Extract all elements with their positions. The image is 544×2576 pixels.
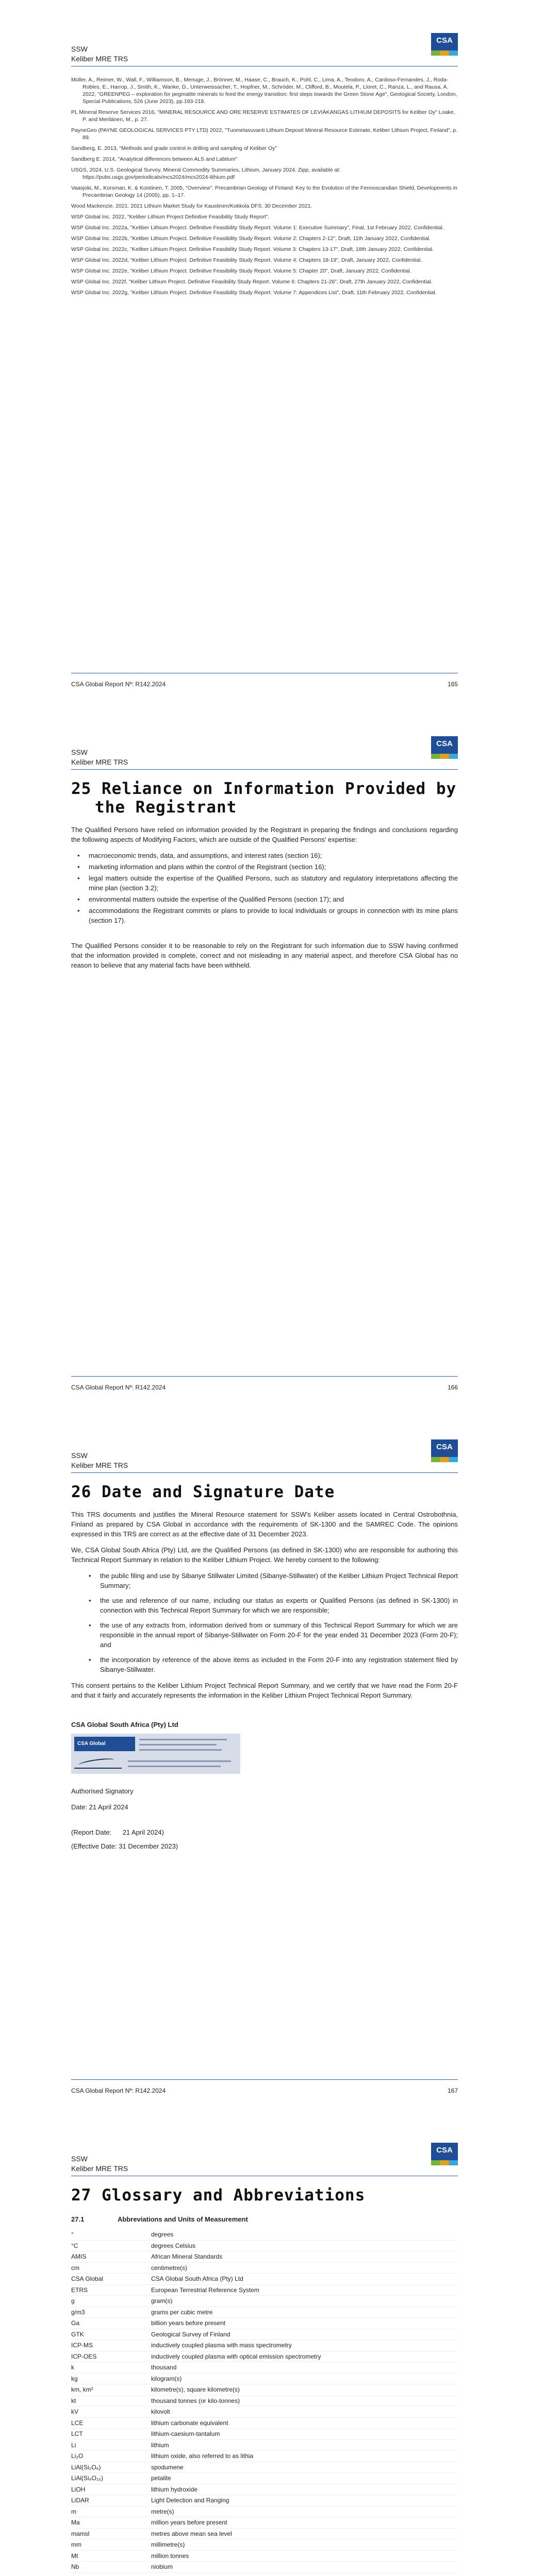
- abbreviation: Li: [71, 2441, 76, 2449]
- signatory-company: CSA Global South Africa (Pty) Ltd: [71, 1721, 178, 1728]
- table-row: [71, 2351, 458, 2363]
- definition: billion years before present: [151, 2319, 226, 2327]
- abbreviation: k: [71, 2364, 74, 2371]
- table-row: [71, 2329, 458, 2341]
- list-item: • the use of any extracts from, information derived from or summary of this Technical Report Summary for which we are responsible in the annual report of Sibanye-Stillwater on Form 20-F for the year ended 31 December 2023 (Form 20-F); and: [100, 1620, 458, 1650]
- list-item: • accommodations the Registrant commits or plans to provide to local individuals or groups in connection with its mine plans (section 17).: [89, 906, 458, 925]
- company-stamp: [71, 1734, 240, 1774]
- definition: lithium oxide, also referred to as lithia: [151, 2452, 254, 2460]
- table-row: [71, 2340, 458, 2351]
- reference-item: USGS, 2024. U.S. Geological Survey, Mineral Commodity Summaries, Lithium, January 2024. Zipp, available at: https://pubs.usgs.gov/periodicals/mcs2024/mcs2024-lithium.pdf: [71, 167, 341, 180]
- page-header: [71, 44, 128, 64]
- definition: centimetre(s): [151, 2264, 188, 2272]
- definition: millimetre(s): [151, 2541, 185, 2549]
- page-number: 167: [447, 2087, 458, 2094]
- table-row: [71, 2229, 458, 2241]
- table-row: [71, 2307, 458, 2318]
- table-row: [71, 2241, 458, 2252]
- abbreviation: LiOH: [71, 2485, 86, 2493]
- table-row: [71, 2396, 458, 2407]
- definition: gram(s): [151, 2297, 173, 2305]
- definition: niobium: [151, 2563, 173, 2571]
- abbreviation: ICP-OES: [71, 2352, 97, 2360]
- definition: lithium: [151, 2441, 169, 2449]
- table-row: [71, 2263, 458, 2274]
- definition: kilometre(s), square kilometre(s): [151, 2386, 240, 2394]
- definition: lithium-caesium-tantalum: [151, 2430, 220, 2438]
- reference-item: WSP Global Inc. 2022b, "Keliber Lithium Project. Definitive Feasibility Study Report. Volume 2: Chapters 2-12", Draft, 11th January 2022, Confidential.: [71, 235, 431, 242]
- header-project: Keliber MRE TRS: [71, 2164, 128, 2173]
- list-item: • marketing information and plans within the control of the Registrant (section 16);: [89, 862, 458, 872]
- abbreviation: kt: [71, 2397, 76, 2404]
- abbreviation: mamsl: [71, 2530, 90, 2537]
- reference-item: Vaasjoki, M., Korsman, K. & Koistinen, T. 2005, "Overview". Precambrian Geology of Finland: Key to the Evolution of the Fennoscandian Shield, Developments in Precambrian Geology 14 (2005), pp. 1–17.: [71, 185, 457, 198]
- page-header: [71, 2154, 128, 2174]
- table-row: [71, 2384, 458, 2396]
- header-project: Keliber MRE TRS: [71, 758, 128, 766]
- abbreviation: g/m3: [71, 2308, 85, 2316]
- reference-item: WSP Global Inc. 2022d, "Keliber Lithium Project. Definitive Feasibility Study Report. Volume 4: Chapters 18-19", Draft, January 2022, Confidential.: [71, 257, 422, 263]
- table-row: [71, 2495, 458, 2506]
- abbreviation: LiAl(Si₂O₆): [71, 2463, 101, 2471]
- glossary-subheading: 27.1 Abbreviations and Units of Measurement: [71, 2215, 248, 2223]
- report-date: (Report Date: 21 April 2024): [71, 1828, 164, 1836]
- reference-item: WSP Global Inc. 2022e, "Keliber Lithium Project. Definitive Feasibility Study Report. Volume 5: Chapter 20", Draft, January 2022, Confidential.: [71, 268, 411, 274]
- reference-item: PL Mineral Reserve Services 2016, "MINERAL RESOURCE AND ORE RESERVE ESTIMATES OF LEVIÄKANGAS LITHIUM DEPOSITS for Keliber Oy" Loake, P. and Merilänen, M., p. 27.: [71, 109, 455, 123]
- section-25-bullets: [71, 851, 458, 925]
- glossary-table: [71, 2229, 458, 2573]
- list-item: • the public filing and use by Sibanye Stillwater Limited (Sibanye-Stillwater) of the Keliber Lithium Project Technical Report Summary;: [100, 1571, 458, 1590]
- definition: lithium carbonate equivalent: [151, 2419, 228, 2427]
- abbreviation: LCT: [71, 2430, 83, 2438]
- page-168: [0, 2110, 544, 2576]
- csa-logo: CSA: [431, 736, 458, 759]
- header-company: SSW: [71, 1451, 88, 1460]
- abbreviation: LCE: [71, 2419, 84, 2427]
- definition: million years before present: [151, 2519, 227, 2527]
- section-25-intro: The Qualified Persons have relied on information provided by the Registrant in preparing the findings and conclusions regarding the following aspects of Modifying Factors, which are outside of the Qualified Persons' expertise:: [71, 826, 458, 843]
- definition: Geological Survey of Finland: [151, 2330, 230, 2338]
- header-project: Keliber MRE TRS: [71, 1461, 128, 1469]
- header-divider: [71, 769, 458, 770]
- effective-date: (Effective Date: 31 December 2023): [71, 1842, 178, 1850]
- abbreviation: kV: [71, 2408, 79, 2416]
- footer-divider: [71, 2079, 458, 2080]
- definition: thousand tonnes (or kilo-tonnes): [151, 2397, 240, 2404]
- abbreviation: AMIS: [71, 2253, 87, 2261]
- abbreviation: g: [71, 2297, 75, 2305]
- table-row: [71, 2562, 458, 2573]
- abbreviation: ETRS: [71, 2286, 88, 2294]
- abbreviation: LiDAR: [71, 2497, 89, 2504]
- definition: CSA Global South Africa (Pty) Ltd: [151, 2275, 243, 2283]
- section-25-title: 25 Reliance on Information Provided by the Registrant: [71, 779, 457, 817]
- list-item: • environmental matters outside the expertise of the Qualified Persons (section 17); and: [89, 894, 458, 904]
- section-26-p2: We, CSA Global South Africa (Pty) Ltd, are the Qualified Persons (as defined in SK-1300) who are responsible for authoring this Technical Report Summary in relation to the Keliber Lithium Project. We hereby consent to the following:: [71, 1546, 458, 1564]
- handwritten-signature: [74, 1756, 122, 1769]
- section-26-title: 26 Date and Signature Date: [71, 1483, 335, 1501]
- definition: degrees Celsius: [151, 2242, 196, 2249]
- table-row: [71, 2429, 458, 2440]
- header-company: SSW: [71, 45, 88, 53]
- table-row: [71, 2529, 458, 2540]
- definition: African Mineral Standards: [151, 2253, 223, 2261]
- page-167: [0, 1406, 544, 2110]
- stamp-logo: CSA Global: [74, 1737, 135, 1751]
- definition: Light Detection and Ranging: [151, 2497, 229, 2504]
- table-row: [71, 2318, 458, 2329]
- abbreviation: mm: [71, 2541, 81, 2549]
- header-company: SSW: [71, 748, 88, 756]
- abbreviation: GTK: [71, 2330, 84, 2338]
- references-list: [71, 76, 458, 300]
- definition: petalite: [151, 2475, 171, 2482]
- csa-logo: CSA: [431, 1439, 458, 1462]
- abbreviation: LiAl(Si₄O₁₀): [71, 2475, 103, 2482]
- definition: kilogram(s): [151, 2375, 182, 2382]
- signatory-title: Authorised Signatory: [71, 1787, 134, 1795]
- page-165: [0, 0, 544, 703]
- glossary: [71, 2215, 458, 2573]
- section-26-bullets: [71, 1571, 458, 1674]
- page-166: [0, 703, 544, 1406]
- page-header: [71, 1451, 128, 1470]
- section-26-body: [71, 1510, 458, 1851]
- footer-report: CSA Global Report Nº: R142.2024: [71, 681, 166, 688]
- footer-divider: [71, 1376, 458, 1377]
- list-item: • legal matters outside the expertise of the Qualified Persons, such as statutory and regulatory interpretations affecting the mine plan (section 3.2);: [89, 873, 458, 893]
- definition: million tonnes: [151, 2552, 189, 2560]
- reference-item: PayneGeo (PAYNE GEOLOGICAL SERVICES PTY LTD) 2022, "Tuomelasuvanti Lithium Deposit Mineral Resource Estimate, Keliber Lithium Project, Finland", p. 89.: [71, 127, 458, 141]
- table-row: [71, 2362, 458, 2374]
- abbreviation: Li₂O: [71, 2452, 84, 2460]
- reference-item: WSP Global Inc. 2022a, "Keliber Lithium Project. Definitive Feasibility Study Report. Volume 1: Executive Summary", Final, 1st February 2022, Confidential.: [71, 225, 444, 231]
- reference-item: Sandberg, E. 2013, "Methods and grade control in drilling and sampling of Keliber Oy": [71, 145, 277, 151]
- table-row: [71, 2539, 458, 2551]
- table-row: [71, 2484, 458, 2496]
- reference-item: Müller, A., Reimer, W., Wall, F., Williamson, B., Menuge, J., Brönner, M., Haase, C., Brauch, K., Pohl, C., Lima, A., Teodoro, A., Cardoso-Fernandes, J., Roda-Robles, E., Harrop, J., Smith, K., Wanke, D., Unterweissacher, T., Hopfner, M., Schröder, M., Clifford, B., Moutela, P., Lloret, C., Ranza, L., and Rausa, A. 2022, "GREENPEG – exploration for pegmatite minerals to feed the energy transition: first steps towards the Green Stone Age", Geological Society, London, Special Publications, 526 (June 2023), pp.193-218.: [71, 77, 457, 105]
- definition: thousand: [151, 2364, 177, 2371]
- csa-logo: CSA: [431, 2143, 458, 2165]
- table-row: [71, 2296, 458, 2307]
- abbreviation: Ga: [71, 2319, 80, 2327]
- table-row: [71, 2551, 458, 2562]
- abbreviation: cm: [71, 2264, 79, 2272]
- section-26-p1: This TRS documents and justifies the Mineral Resource statement for SSW's Keliber assets located in Central Ostrobothnia, Finland as prepared by CSA Global in accordance with the requirements of SK-1300 and the SAMREC Code. The opinions expressed in this TRS are correct as at the effective date of 31 December 2023.: [71, 1511, 458, 1538]
- reference-item: WSP Global Inc. 2022, "Keliber Lithium Project Definitive Feasibility Study Report".: [71, 214, 270, 220]
- section-27-title: 27 Glossary and Abbreviations: [71, 2186, 366, 2205]
- abbreviation: Mt: [71, 2552, 78, 2560]
- definition: lithium hydroxide: [151, 2485, 198, 2493]
- list-item: • the incorporation by reference of the above items as included in the Form 20-F into any registration statement filed by Sibanye-Stillwater.: [100, 1655, 458, 1674]
- table-row: [71, 2473, 458, 2484]
- header-company: SSW: [71, 2155, 88, 2163]
- abbreviation: Nb: [71, 2563, 79, 2571]
- definition: metres above mean sea level: [151, 2530, 232, 2537]
- footer-report: CSA Global Report Nº: R142.2024: [71, 1384, 166, 1391]
- page-number: 165: [447, 681, 458, 688]
- abbreviation: m: [71, 2507, 76, 2515]
- abbreviation: CSA Global: [71, 2275, 104, 2283]
- reference-item: WSP Global Inc. 2022c, "Keliber Lithium Project. Definitive Feasibility Study Report. Volume 3: Chapters 13-17", Draft, 18th January 2022, Confidential.: [71, 246, 434, 252]
- reference-item: Sandberg E. 2014, "Analytical differences between ALS and Labtium": [71, 156, 238, 162]
- abbreviation: Ma: [71, 2519, 80, 2527]
- definition: spodumene: [151, 2463, 184, 2471]
- definition: grams per cubic metre: [151, 2308, 213, 2316]
- table-row: [71, 2506, 458, 2518]
- section-25-body: [71, 825, 458, 976]
- csa-logo: CSA: [431, 33, 458, 56]
- page-number: 166: [447, 1384, 458, 1391]
- definition: inductively coupled plasma with optical emission spectrometry: [151, 2352, 321, 2360]
- footer-report: CSA Global Report Nº: R142.2024: [71, 2087, 166, 2094]
- table-row: [71, 2517, 458, 2529]
- table-row: [71, 2451, 458, 2462]
- list-item: • the use and reference of our name, including our status as experts or Qualified Persons (as defined in SK-1300) in connection with this Technical Report Summary for which we are responsible;: [100, 1596, 458, 1615]
- signature-date: Date: 21 April 2024: [71, 1803, 128, 1811]
- table-row: [71, 2406, 458, 2418]
- table-row: [71, 2274, 458, 2285]
- table-row: [71, 2462, 458, 2473]
- table-row: [71, 2285, 458, 2296]
- page-header: [71, 748, 128, 767]
- table-row: [71, 2418, 458, 2429]
- table-row: [71, 2374, 458, 2385]
- abbreviation: ICP-MS: [71, 2342, 93, 2349]
- table-row: [71, 2440, 458, 2451]
- section-25-closing: The Qualified Persons consider it to be reasonable to rely on the Registrant for such information due to SSW having confirmed that the information provided is complete, correct and not misleading in any material aspect, and therefore CSA Global has no reason to believe that any material facts have been withheld.: [71, 942, 458, 969]
- definition: European Terrestrial Reference System: [151, 2286, 259, 2294]
- abbreviation: °C: [71, 2242, 78, 2249]
- definition: kilovolt: [151, 2408, 170, 2416]
- abbreviation: °: [71, 2231, 74, 2239]
- header-project: Keliber MRE TRS: [71, 55, 128, 63]
- definition: metre(s): [151, 2507, 174, 2515]
- abbreviation: kg: [71, 2375, 78, 2382]
- definition: degrees: [151, 2231, 174, 2239]
- table-row: [71, 2251, 458, 2263]
- section-26-p3: This consent pertains to the Keliber Lithium Project Technical Report Summary, and we certify that we have read the Form 20-F and that it fairly and accurately represents the information in the Keliber Lithium Project Technical Report Summary.: [71, 1682, 458, 1699]
- abbreviation: km, km²: [71, 2386, 93, 2394]
- reference-item: WSP Global Inc. 2022f, "Keliber Lithium Project. Definitive Feasibility Study Report. Volume 6: Chapters 21-26", Draft, 27th January 2022, Confidential.: [71, 279, 433, 285]
- reference-item: WSP Global Inc. 2022g, "Keliber Lithium Project. Definitive Feasibility Study Report. Volume 7: Appendices List", Draft, 11th February 2022, Confidential.: [71, 290, 437, 296]
- definition: inductively coupled plasma with mass spectrometry: [151, 2342, 292, 2349]
- list-item: • macroeconomic trends, data, and assumptions, and interest rates (section 16);: [89, 851, 458, 860]
- reference-item: Wood Mackenzie. 2021. 2021 Lithium Market Study for Kaustinen/Kokkola DFS. 30 December 2021.: [71, 203, 312, 209]
- header-divider: [71, 1472, 458, 1473]
